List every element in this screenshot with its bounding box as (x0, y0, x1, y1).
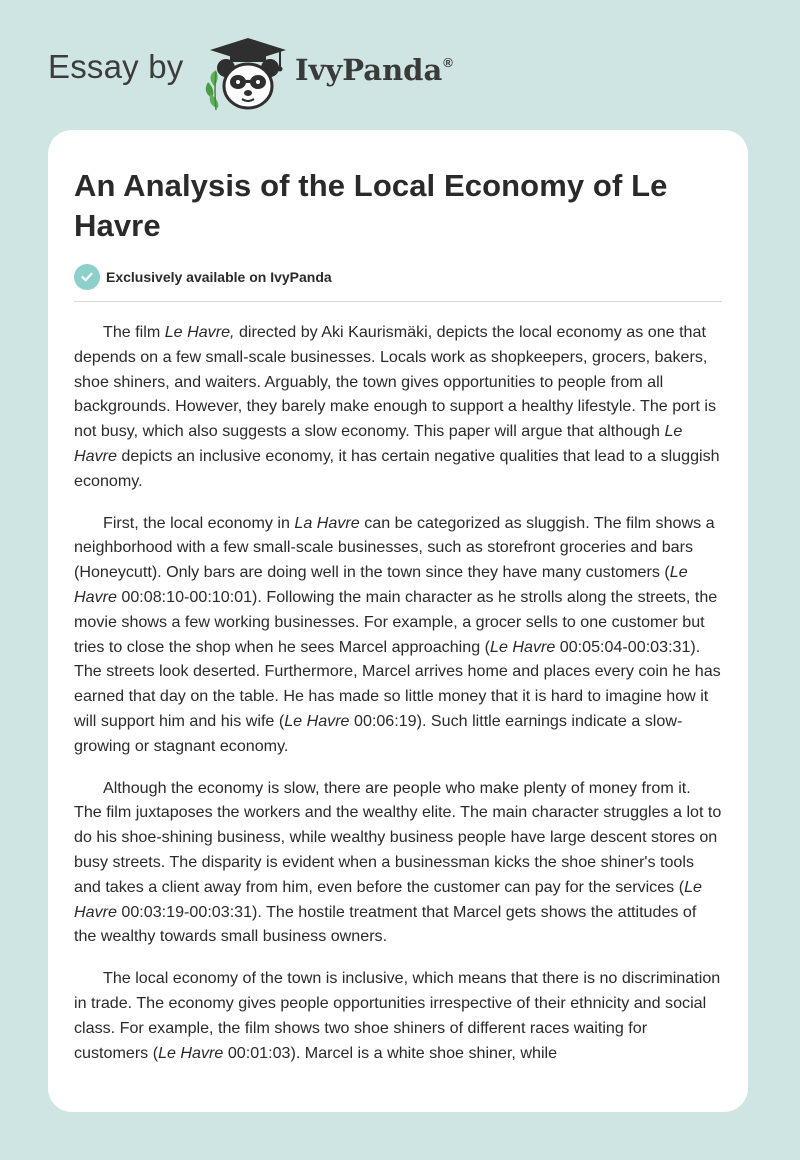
paragraph-text: The local economy of the town is inclusive, which means that there is no discrimination in trade. The economy gives people opportunities irrespective of their ethnicity and social class. For example, the film shows two shoe shiners of different races waiting for customers ( (74, 969, 721, 1062)
paragraph-text: 00:05:04-00:03:31). The streets look deserted. Furthermore, Marcel arrives home and places every coin he has earned that day on the table. He has made so little money that it is hard to imagine how it will support him and his wife ( (74, 637, 721, 730)
film-title-italic: Le Havre (74, 877, 702, 921)
paragraph (74, 776, 722, 950)
registered-mark: ® (443, 55, 453, 70)
paragraph-text: 00:01:03). Marcel is a white shoe shiner, while (223, 1043, 558, 1062)
paragraph (74, 320, 722, 494)
paragraph (74, 966, 722, 1065)
brand-name[interactable] (295, 53, 453, 87)
film-title-italic: Le Havre, (164, 323, 235, 341)
paragraph (74, 511, 722, 759)
site-header (0, 0, 800, 120)
film-title-italic: Le Havre (74, 422, 683, 465)
divider (74, 301, 722, 302)
essay-title: An Analysis of the Local Economy of Le Havre (74, 168, 668, 243)
brand-name-text: IvyPanda (295, 53, 443, 87)
film-title-italic: Le Havre (158, 1043, 224, 1062)
essay-by-label: Essay by (48, 48, 184, 85)
exclusive-badge-text: Exclusively available on IvyPanda (106, 269, 332, 285)
paragraph-text: The film (103, 323, 165, 341)
film-title-italic: La Havre (294, 513, 360, 532)
paragraph-text: First, the local economy in (103, 513, 295, 532)
film-title-italic: Le Havre (284, 711, 350, 730)
exclusive-badge (74, 264, 722, 290)
paragraph-text: can be categorized as sluggish. The film shows a neighborhood with a few small-scale businesses, such as storefront groceries and bars (Honeycutt). Only bars are doing well in the town since they have many customers ( (74, 513, 715, 582)
panda-graduate-logo-icon[interactable] (200, 34, 292, 112)
paragraph-text: 00:03:19-00:03:31). The hostile treatment that Marcel gets shows the attitudes of the wealthy towards small business owners. (74, 902, 697, 946)
film-title-italic: Le Havre (490, 637, 556, 656)
check-icon (74, 264, 100, 290)
essay-body (74, 320, 722, 1065)
paragraph-text: 00:08:10-00:10:01). Following the main character as he strolls along the streets, the movie shows a few working businesses. For example, a grocer sells to one customer but tries to close the shop when he sees Marcel approaching ( (74, 587, 718, 656)
paragraph-text: depicts an inclusive economy, it has certain negative qualities that lead to a sluggish economy. (74, 446, 720, 490)
paragraph-text: 00:06:19). Such little earnings indicate a slow-growing or stagnant economy. (74, 711, 683, 755)
paragraph-text: Although the economy is slow, there are people who make plenty of money from it. The film juxtaposes the workers and the wealthy elite. The main character struggles a lot to do his shoe-shining business, while wealthy business people have large descent stores on busy streets. The disparity is evident when a businessman kicks the shoe shiner's tools and takes a client away from him, even before the customer can pay for the services ( (74, 778, 722, 896)
essay-card (48, 130, 748, 1112)
film-title-italic: Le Havre (74, 563, 688, 606)
paragraph-text: directed by Aki Kaurismäki, depicts the local economy as one that depends on a few small-scale businesses. Locals work as shopkeepers, grocers, bakers, shoe shiners, and waiters. Arguably, the town gives opportunities to people from all backgrounds. However, they barely make enough to support a healthy lifestyle. The port is not busy, which also suggests a slow economy. This paper will argue that although (74, 323, 717, 441)
